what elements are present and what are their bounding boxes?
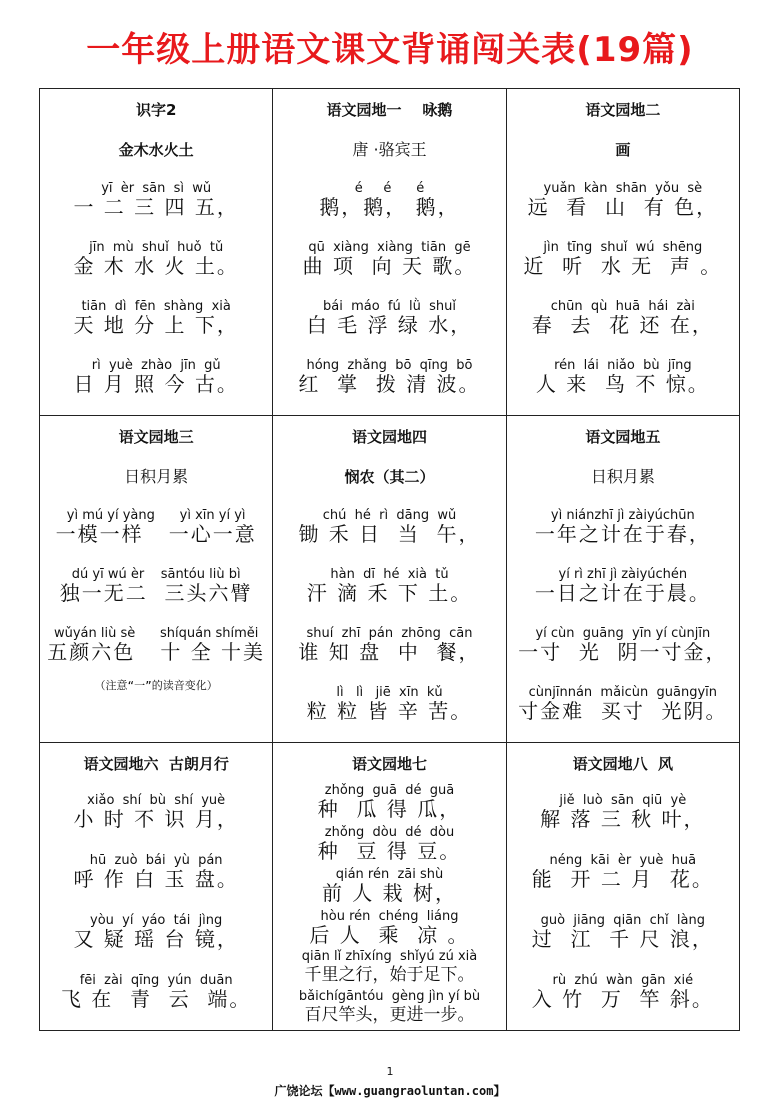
pinyin-line: tiān dì fēn shàng xià <box>81 299 231 314</box>
text-line: 一寸 光 阴一寸金， <box>518 640 728 664</box>
cell-yuwen-yuandi-1 <box>273 89 506 416</box>
text-line: 谁 知 盘 中 餐， <box>298 640 481 664</box>
page-title: 一年级上册语文课文背诵闯关表(19篇) <box>86 30 694 70</box>
text-line: 种 瓜 得 瓜， <box>317 797 462 821</box>
pinyin-line: shuí zhī pán zhōng cān <box>306 626 473 641</box>
pinyin-line: yí cùn guāng yīn yí cùnjīn <box>535 626 711 641</box>
pinyin-line: jiě luò sān qiū yè <box>559 793 687 808</box>
pronunciation-note: （注意“一”的读音变化） <box>94 679 218 692</box>
text-line: 入 竹 万 竿 斜。 <box>531 987 714 1011</box>
text-line: 曲 项 向 天 歌。 <box>302 254 477 278</box>
text-line: 金 木 水 火 土。 <box>73 254 239 278</box>
text-line: 一日之计在于晨。 <box>534 581 711 605</box>
cell-heading: 识字2 <box>135 101 177 119</box>
cell-heading: 语文园地五 <box>585 428 661 446</box>
footer-source: 广饶论坛【www.guangraoluntan.com】 <box>274 1084 506 1098</box>
pinyin-line: jìn tīng shuǐ wú shēng <box>543 240 703 255</box>
text-line: 五颜六色 十 全 十美 <box>47 640 266 664</box>
pinyin-line: xiǎo shí bù shí yuè <box>87 793 226 808</box>
pinyin-line: lì lì jiē xīn kǔ <box>336 685 443 700</box>
text-line: 一模一样 一心一意 <box>55 522 257 546</box>
text-line: 千里之行，始于足下。 <box>304 965 475 985</box>
cell-heading: 语文园地七 <box>351 755 427 773</box>
pinyin-line: rù zhú wàn gān xié <box>552 973 694 988</box>
pinyin-line: hòu rén chéng liáng <box>320 909 459 924</box>
cell-heading: 语文园地六 古朗月行 <box>83 755 229 773</box>
text-line: 百尺竿头，更进一步。 <box>304 1005 475 1025</box>
text-line: 呼 作 白 玉 盘。 <box>73 867 239 891</box>
text-line: 红 掌 拨 清 波。 <box>298 372 481 396</box>
pinyin-line: néng kāi èr yuè huā <box>549 853 697 868</box>
cell-yuwen-yuandi-6 <box>40 743 273 1031</box>
pinyin-line: fēi zài qīng yún duān <box>79 973 233 988</box>
pinyin-line: bái máo fú lǜ shuǐ <box>322 299 456 314</box>
text-line: 汗 滴 禾 下 土。 <box>306 581 473 605</box>
pinyin-line: yòu yí yáo tái jìng <box>90 913 223 928</box>
page-number: 1 <box>386 1065 394 1078</box>
cell-yuwen-yuandi-7 <box>273 743 506 1031</box>
text-line: 解 落 三 秋 叶， <box>540 807 706 831</box>
cell-yuwen-yuandi-5 <box>506 416 739 743</box>
text-line: 过 江 千 尺 浪， <box>531 927 714 951</box>
pinyin-line: yì niánzhī jì zàiyúchūn <box>550 508 695 523</box>
pinyin-line: yuǎn kàn shān yǒu sè <box>543 181 703 196</box>
pinyin-line: zhǒng dòu dé dòu <box>324 825 455 840</box>
text-line: 小 时 不 识 月， <box>73 807 239 831</box>
pinyin-line: rén lái niǎo bù jīng <box>554 358 692 373</box>
recitation-table <box>39 88 740 1031</box>
cell-heading: 语文园地二 <box>585 101 661 119</box>
text-line: 鹅，鹅， 鹅， <box>319 195 460 219</box>
pinyin-line: yì mú yí yàng yì xīn yí yì <box>66 508 246 523</box>
pinyin-line: chūn qù huā hái zài <box>550 299 695 314</box>
cell-heading: 语文园地三 <box>118 428 194 446</box>
cell-yuwen-yuandi-8 <box>506 743 739 1031</box>
cell-shizi2 <box>40 89 273 416</box>
cell-yuwen-yuandi-4 <box>273 416 506 743</box>
pinyin-line: qián rén zāi shù <box>335 867 444 882</box>
text-line: 远 看 山 有 色， <box>527 195 719 219</box>
text-line: 天 地 分 上 下， <box>73 313 239 337</box>
text-line: 种 豆 得 豆。 <box>317 839 462 863</box>
poem-author: 唐 ·骆宾王 <box>352 140 427 159</box>
text-line: 日 月 照 今 古。 <box>73 372 239 396</box>
pinyin-line: rì yuè zhào jīn gǔ <box>91 358 221 373</box>
cell-yuwen-yuandi-2 <box>506 89 739 416</box>
text-line: 近 听 水 无 声 。 <box>523 254 723 278</box>
text-line: 飞 在 青 云 端。 <box>60 987 252 1011</box>
poem-title: 画 <box>615 141 631 159</box>
pinyin-line: bǎichígāntóu gèng jìn yí bù <box>298 989 481 1004</box>
section-subtitle: 日积月累 <box>124 467 189 486</box>
pinyin-line: yī èr sān sì wǔ <box>101 181 212 196</box>
text-line: 能 开 二 月 花。 <box>531 867 714 891</box>
pinyin-line: hóng zhǎng bō qīng bō <box>306 358 473 373</box>
pinyin-line: jīn mù shuǐ huǒ tǔ <box>89 240 224 255</box>
poem-title: 金木水火土 <box>118 141 194 159</box>
pinyin-line: zhǒng guā dé guā <box>324 783 455 798</box>
pinyin-line: qiān lǐ zhīxíng shǐyú zú xià <box>301 949 478 964</box>
text-line: 后 人 乘 凉 。 <box>309 923 470 947</box>
pinyin-line: é é é <box>354 181 425 196</box>
text-line: 独一无二 三头六臂 <box>59 581 253 605</box>
text-line: 一年之计在于春， <box>534 522 711 546</box>
pinyin-line: hū zuò bái yù pán <box>89 853 223 868</box>
cell-heading: 语文园地八 风 <box>572 755 674 773</box>
cell-heading: 语文园地一 咏鹅 <box>326 101 453 119</box>
pinyin-line: chú hé rì dāng wǔ <box>322 508 457 523</box>
text-line: 粒 粒 皆 辛 苦。 <box>306 699 473 723</box>
cell-yuwen-yuandi-3 <box>40 416 273 743</box>
pinyin-line: cùnjīnnán mǎicùn guāngyīn <box>528 685 718 700</box>
poem-title: 悯农（其二） <box>344 468 435 486</box>
section-subtitle: 日积月累 <box>590 467 655 486</box>
text-line: 前 人 栽 树， <box>321 881 458 905</box>
text-line: 锄 禾 日 当 午， <box>298 522 481 546</box>
pinyin-line: qū xiàng xiàng tiān gē <box>308 240 471 255</box>
pinyin-line: dú yī wú èr sāntóu liù bì <box>71 567 241 582</box>
text-line: 寸金难 买寸 光阴。 <box>518 699 728 723</box>
pinyin-line: hàn dī hé xià tǔ <box>330 567 449 582</box>
pinyin-line: yí rì zhī jì zàiyúchén <box>558 567 688 582</box>
text-line: 人 来 鸟 不 惊。 <box>535 372 710 396</box>
text-line: 白 毛 浮 绿 水， <box>306 313 473 337</box>
pinyin-line: guò jiāng qiān chǐ làng <box>540 913 705 928</box>
text-line: 又 疑 瑶 台 镜， <box>73 927 239 951</box>
cell-heading: 语文园地四 <box>351 428 427 446</box>
pinyin-line: wǔyán liù sè shíquán shíměi <box>53 626 259 641</box>
text-line: 一 二 三 四 五， <box>73 195 239 219</box>
text-line: 春 去 花 还 在， <box>531 313 714 337</box>
